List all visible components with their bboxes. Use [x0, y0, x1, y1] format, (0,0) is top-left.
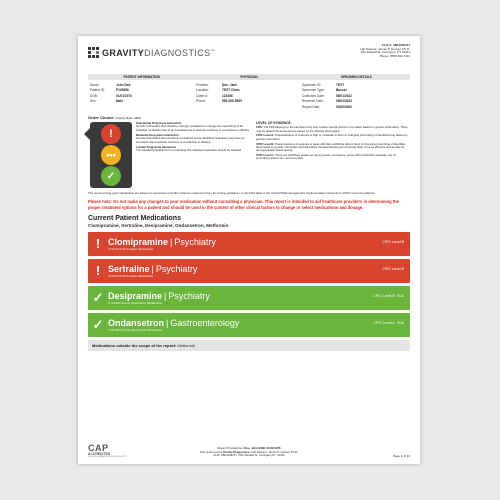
footer-lab-name: Gravity Diagnostics [223, 449, 250, 454]
lab-clia: CLIA #: 18D1106471 [381, 43, 410, 47]
cpic-level: CPIC Level B, FDA [373, 293, 404, 298]
lab-info [360, 44, 410, 58]
alert-icon: ! [95, 236, 101, 252]
metabolizer-status: CYP2C19 Ultra Rapid Metabolizer [108, 273, 154, 278]
specimen-type: Buccal [336, 88, 347, 93]
report-footer [88, 428, 410, 458]
field-label: Provider: [196, 83, 209, 87]
order-choice-value: Gravity Rate -NEW [115, 116, 142, 121]
outside-scope-value: Metformin [177, 342, 196, 348]
medication-name: Ondansetron [108, 317, 165, 328]
green-check-icon: ✓ [101, 166, 121, 186]
medication-class: Psychiatry [155, 263, 198, 274]
level-key: CPIC Level A: [256, 133, 275, 138]
field-label: Collection Date: [302, 93, 325, 98]
medication-name: Sertraline [108, 263, 150, 274]
level-of-evidence [256, 122, 410, 188]
cap-accredited-logo [88, 443, 128, 458]
footer-label: Test performed by [199, 449, 223, 454]
info-table [88, 74, 410, 113]
medication-class: Psychiatry [174, 236, 216, 247]
medication-separator: | [164, 290, 167, 301]
patient-sex-row [90, 99, 196, 104]
cap-subtext: COLLEGE of AMERICAN PATHOLOGISTS [88, 456, 127, 458]
page-number: Page 1 of 12 [392, 454, 410, 458]
field-label: Sex: [90, 99, 97, 104]
logo-mark-icon [88, 47, 100, 59]
provider-name: Doe, Jane [222, 83, 238, 87]
medication-separator: | [166, 317, 169, 328]
report-page [78, 36, 420, 464]
report-date: 09/20/2022 [336, 104, 352, 109]
field-label: Patient ID: [90, 88, 105, 93]
cpic-level: CPIC Level A, FDA [373, 320, 404, 325]
level-text: Preponderance of evidence is weak with little conflicting data in favor of changing prescribing of identified drug based on genetic information and alternative therapies/dosing are extremely likely to be as effective and as safe as non-genetically based dosing. [256, 141, 406, 153]
field-label: DOB: [90, 93, 98, 98]
level-fda [256, 126, 410, 133]
cap-text: CAP [88, 443, 109, 453]
patient-info-heading: PATIENT INFORMATION [123, 75, 160, 79]
check-icon: ✓ [92, 316, 104, 332]
lab-address: 812 Russell St. Covington, KY 41011 [360, 50, 410, 55]
collection-date: 08/01/2022 [336, 93, 352, 98]
lab-director: Lab Director: James P. Cormer, Ph.D. [360, 46, 410, 51]
cpic-level: CPIC Level B [382, 266, 404, 271]
phone-row [196, 99, 302, 104]
patient-sex: Male [116, 99, 124, 104]
specimen-heading: SPECIMEN DETAILS [340, 75, 372, 79]
level-text: The FDA labeling for the identified drug may contain specific actions to be taken based on genetic information. There may be added risk accounted for based on the affected phenotypes. [256, 125, 408, 133]
level-cpic-b [256, 143, 410, 153]
medication-class: Psychiatry [168, 290, 210, 301]
location: TEST Clinic [222, 88, 240, 93]
patient-dob: 01/01/1970 [116, 93, 132, 98]
moderate-title: Moderate Drug-Gene Interaction [136, 132, 179, 137]
brand-logo [88, 47, 215, 59]
yellow-dots-icon: ••• [101, 145, 121, 165]
legend-descriptions [136, 122, 252, 188]
field-label: Received Date: [302, 99, 324, 104]
report-header [88, 44, 410, 70]
medication-name: Clomipramine [108, 236, 169, 247]
limited-title: Limited Drug-Gene Interaction [136, 144, 177, 149]
medication-row-desipramine [88, 286, 410, 310]
field-label: Client #: [196, 93, 208, 98]
moderate-text: Genetic information that should be considered as the identified medication may have an increased risk of adverse reactions or a reduction in efficacy. [136, 136, 245, 144]
current-medications-title: Current Patient Medications [88, 214, 181, 222]
lab-phone: Phone: (855) 841-7111 [379, 53, 410, 58]
patient-id: P125656 [116, 88, 129, 93]
footer-patient: Doe, John DOB: 01/01/1970 [244, 446, 281, 451]
brand-trademark: ™ [210, 48, 215, 53]
medication-class: Gastroenterology [170, 317, 240, 328]
field-label: Name: [90, 83, 100, 87]
footer-details [128, 447, 370, 458]
specimen-id: TEST [336, 83, 345, 87]
level-of-evidence-title: LEVEL OF EVIDENCE [256, 121, 291, 126]
metabolizer-status: CYP2D6 Normal (Extensive) Metabolizer [108, 300, 163, 305]
field-label: Phone: [196, 99, 207, 104]
traffic-light-icon [90, 122, 132, 188]
medication-list [88, 232, 410, 337]
medication-separator: | [151, 263, 154, 274]
patient-info-column [90, 83, 196, 110]
red-alert-icon: ! [101, 124, 121, 144]
medication-name: Desipramine [108, 290, 163, 301]
footer-director: | Lab Director: James P. Cormer, Ph.D. [249, 449, 299, 454]
outside-scope-label: Medications outside the scope of the report: [92, 342, 177, 348]
current-medications-list: Clomipramine, Sertraline, Desipramine, Ondansetron, Metformin [88, 222, 229, 228]
level-key: CPIC Level B: [256, 141, 275, 146]
alert-icon: ! [95, 263, 101, 279]
received-date: 09/02/2022 [336, 99, 352, 104]
medication-separator: | [170, 236, 173, 247]
check-icon: ✓ [92, 289, 104, 305]
level-key: CPIC Level C: [256, 152, 275, 157]
level-cpic-c [256, 154, 410, 161]
field-label: Report Date: [302, 104, 321, 109]
metabolizer-status: CYP2C19 Ultra Rapid Metabolizer [108, 246, 154, 251]
info-table-body [88, 80, 410, 113]
medication-row-sertraline [88, 259, 410, 283]
level-cpic-a [256, 134, 410, 141]
level-text: There are published studies at varying levels of evidence, some with mechanistic rationale, but no prescribing actions are recommended. [256, 152, 397, 161]
medication-warning: Please note: Do not make any changes to your medication without consulting a physician. This report is intended to aid healthcare providers in determining the proper treatment options for a patient and should be used in the context of other clinical factors to change or select medications and dosage. [88, 198, 399, 210]
order-choice [88, 115, 410, 120]
field-label: Location: [196, 88, 209, 93]
level-key: FDA: [256, 125, 263, 130]
specimen-column [302, 83, 408, 110]
cpic-level: CPIC Level B [382, 239, 404, 244]
outside-scope-medications [88, 340, 410, 351]
field-label: Specimen Type: [302, 88, 325, 93]
patient-name: John Doe [116, 83, 131, 87]
medication-row-clomipramine [88, 232, 410, 256]
report-date-row [302, 105, 408, 110]
reported-note: The reported drug-gene interactions are based on consensus scientific evidence referenced from the dosing guidelines on the FDA label or the Clinical Pharmacogenetics Implementation Consortium (CPIC) recommendations. [88, 191, 376, 196]
substantial-text: Genetic information that should be strongly considered to change the prescribing of the indicated medication due to an increased risk of adverse reactions or a reduction in efficacy. [136, 124, 250, 132]
client-number: 123456 [222, 93, 233, 98]
physician-column [196, 83, 302, 110]
physician-heading: PHYSICIAN [240, 75, 258, 79]
accredited-text: ACCREDITED [88, 452, 111, 456]
medication-row-ondansetron [88, 313, 410, 337]
limited-text: The standard precautions for prescribing the indicated medication should be followed. [136, 148, 242, 153]
field-label: Specimen ID: [302, 83, 322, 87]
footer-label: Report Provided For: [217, 446, 245, 451]
substantial-title: Substantial Drug-Gene Interaction [136, 121, 182, 126]
metabolizer-status: CYP2D6 Normal (Extensive) Metabolizer [108, 327, 163, 332]
brand-name-light: DIAGNOSTICS [144, 48, 211, 58]
brand-name-bold: GRAVITY [102, 48, 145, 58]
physician-phone: 555-555-5555 [222, 99, 242, 104]
level-text: Preponderance of evidence is high or moderate in favor of changing prescribing of identified drug based on genetic information. [256, 133, 408, 141]
order-choice-label: Order Choice: [88, 115, 115, 121]
footer-clia: CLIA: 18D1106471 | 812 Russell St. Covington KY, 41011 [213, 453, 285, 458]
interaction-legend [88, 122, 410, 188]
